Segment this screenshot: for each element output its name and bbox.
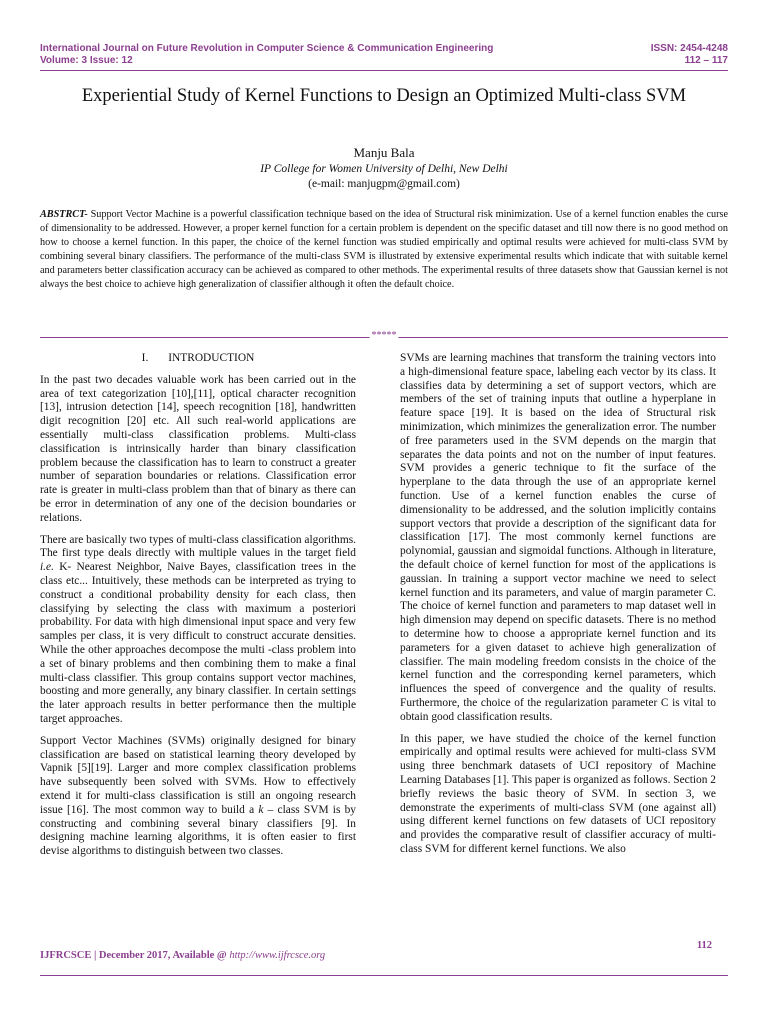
right-column [400,352,716,865]
ie-abbrev: i.e. [40,561,54,574]
journal-issn: ISSN: 2454-4248 [650,43,728,54]
paper-title: Experiential Study of Kernel Functions to Design an Optimized Multi-class SVM [81,86,687,106]
intro-paragraph-3: Support Vector Machines (SVMs) originally designed for binary classification are based on statistical learning theory developed by Vapnik [5][19]. Larger and more complex classification problems have subsequently been solved with SVMs. How to effectively extend it for multi-class classification is still an ongoing research issue [16]. The most common way to build a k – class SVM is by constructing and combining several binary classifiers [9]. In designing machine learning algorithms, it is often easier to first devise algorithms to distinguish between two classes. [40,734,356,858]
paper-outline-paragraph: In this paper, we have studied the choice of the kernel function empirically and optimal results were achieved for multi-class SVM using three benchmark datasets of UCI repository of Machine Learning Databases [1]. This paper is organized as follows. Section 2 briefly reviews the basic theory of SVM. In section 3, we demonstrate the experiments of multi-class SVM (one against all) using different kernel functions on few datasets of UCI repository and provides the comparative result of classifier accuracy of multi-class SVM for different kernel functions. We also [400,732,716,855]
section-separator [40,330,728,344]
abstract-label: ABSTRCT- [40,209,88,220]
svm-paragraph: SVMs are learning machines that transform the training vectors into a high-dimensional feature space, labeling each vector by its class. It classifies data by determining a set of support vectors, which are members of the set of training inputs that outline a hyperplane in feature space [19]. It is based on the idea of Structural risk minimization, which minimizes the generalization error. The number of free parameters used in the SVM depends on the margin that separates the data points and not on the number of input features. SVM provides a generic technique to fit the surface of the hyperplane to the data through the use of an appropriate kernel function. Use of a kernel function enables the curse of dimensionality to be addressed, and the solution implicitly contains support vectors that provide a description of the significant data for classification [17]. The most commonly kernel functions are polynomial, gaussian and sigmoidal functions. Although in literature, the default choice of kernel function for most of the applications is gaussian. In training a support vector machine we need to select kernel function and its parameters, and value of margin parameter C. The choice of kernel function and parameters to map dataset well in high dimension may depend on specific datasets. There is no method to determine how to choose a appropriate kernel function and its parameters for a given dataset to achieve high generalization of classifier. The main modeling freedom consists in the choice of the kernel function and the corresponding kernel parameters, which influences the speed of convergence and the quality of results. Furthermore, the choice of the regularization parameter C is vital to obtain good classification results. [400,352,716,723]
intro-paragraph-2: There are basically two types of multi-class classification algorithms. The first type deals directly with multiple values in the target field i.e. K- Nearest Neighbor, Naive Bayes, classification trees in the class etc... Intuitively, these methods can be interpreted as trying to construct a conditional probability density for each class, then classifying by selecting the class with maximum a posteriori probability. For data with high dimensional input space and very few samples per class, it is very difficult to construct accurate densities. While the other approaches decompose the multi -class problem into a set of binary problems and then combining them to make a final multi-class classifier. This group contains support vector machines, boosting and more generally, any binary classifier. In certain settings the later approach results in better performance then the multiple target approaches. [40,533,356,725]
abstract-text: Support Vector Machine is a powerful classification technique based on the idea of Structural risk minimization. Use of a kernel function enables the curse of dimensionality to be addressed. However, a proper kernel function for a certain problem is dependent on the specific dataset and till now there is no good method on how to choose a kernel function. In this paper, the choice of the kernel function was studied empirically and optimal results were achieved for multi-class SVM by combining several binary classifiers. The performance of the multi-class SVM is illustrated by extensive experimental results which indicate that with suitable kernel and parameters better classification accuracy can be achieved as compared to other methods. The experimental results of three datasets show that Gaussian kernel is not always the best choice to achieve high generalization of classifier although it often the default choice. [40,209,728,291]
footer-url-link[interactable]: http://www.ijfrcsce.org [229,950,326,961]
journal-issn-block [651,43,728,67]
section-heading-introduction: I. INTRODUCTION [141,352,255,364]
intro-paragraph-1: In the past two decades valuable work has been carried out in the area of text categorization [10],[11], optical character recognition [13], intrusion detection [14], speech recognition [18], handwritten digit recognition [20] etc. All such real-world applications are essentially multi-class classification problems. Multi-class classification is intrinsically harder than binary classification problem because the classification has to learn to construct a greater number of separation boundaries or relations. Classification error rate is greater in multi-class problem than that of binary as there can be error in determination of any one of the decision boundaries or relations. [40,373,356,524]
abstract [40,208,728,293]
journal-header [40,43,493,67]
separator-stars: ***** [371,330,397,341]
page-number: 112 [696,940,712,951]
k-class-symbol: k – [258,803,274,816]
page-range: 112 – 117 [684,55,728,66]
author-name: Manju Bala [353,145,415,160]
author-email: (e-mail: manjugpm@gmail.com) [308,178,460,190]
left-column [40,352,356,867]
footer-rule [40,975,728,976]
footer [40,950,325,961]
journal-name: International Journal on Future Revolution in Computer Science & Communication Engineering [40,43,494,54]
author-affiliation: IP College for Women University of Delhi, New Delhi [260,163,508,175]
journal-volume: Volume: 3 Issue: 12 [40,55,133,66]
footer-label: IJFRCSCE | December 2017, Available @ [40,950,230,961]
header-rule [40,70,728,71]
